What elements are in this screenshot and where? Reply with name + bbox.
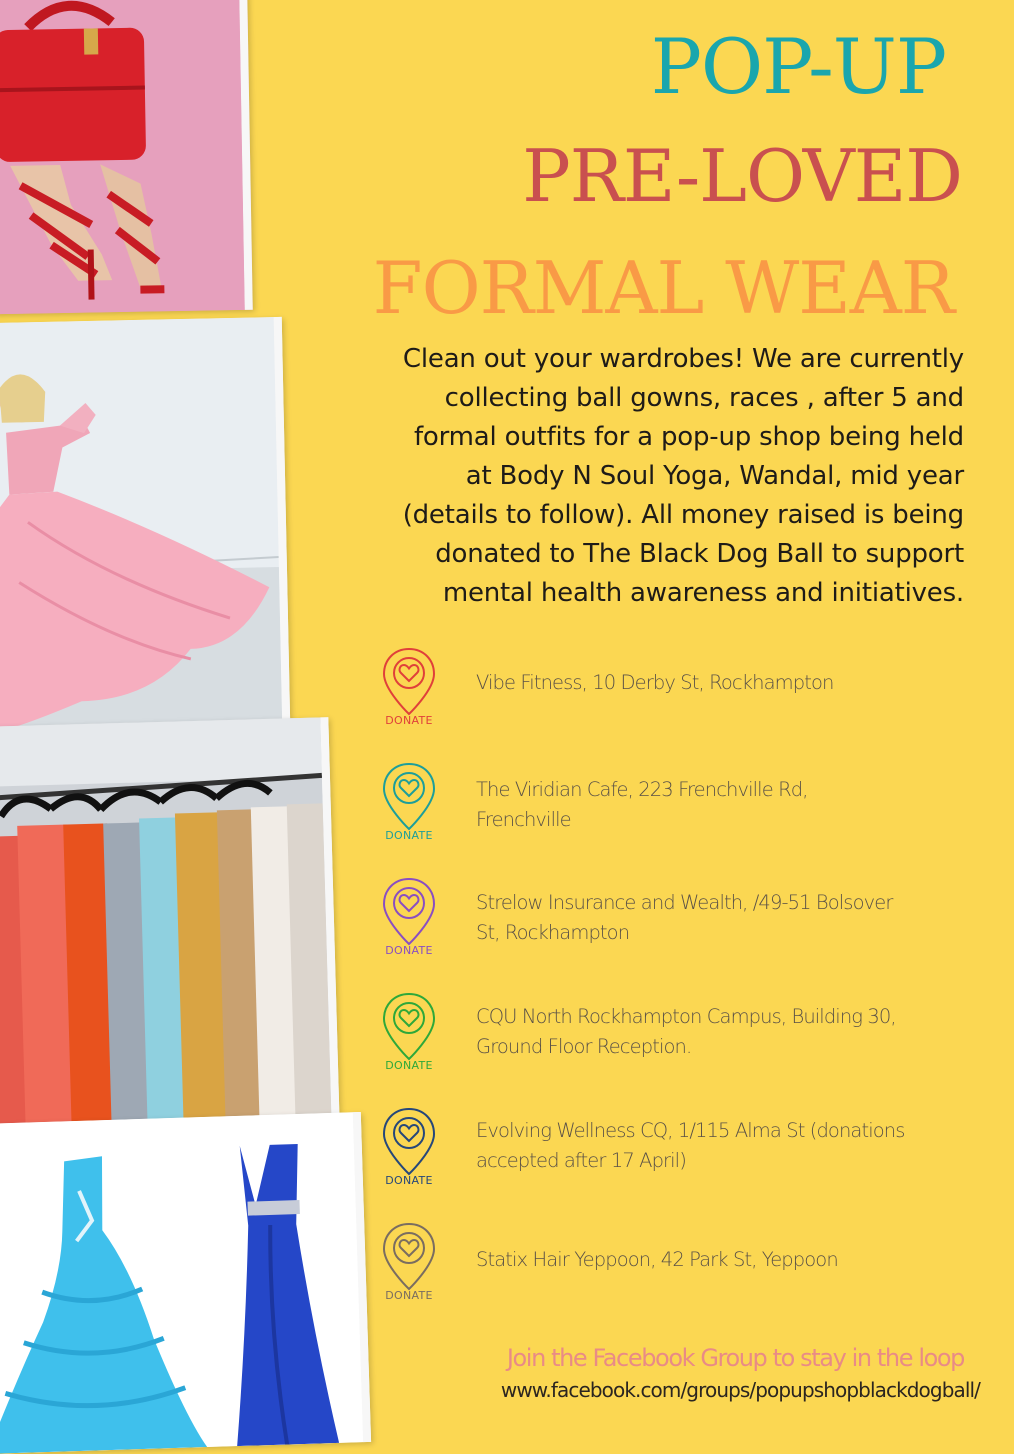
description-text — [324, 340, 964, 613]
donation-location — [380, 1221, 990, 1331]
address-line: Vibe Fitness, 10 Derby St, Rockhampton — [476, 671, 834, 694]
title-line-pop-up: POP-UP — [650, 22, 946, 111]
address-line: Strelow Insurance and Wealth, /49-51 Bolsover — [476, 891, 893, 914]
location-address — [476, 1245, 986, 1275]
address-line: Frenchville — [476, 808, 571, 831]
facebook-group-link[interactable]: www.facebook.com/groups/popupshopblackdogball/ — [500, 1378, 980, 1402]
location-address — [476, 668, 986, 698]
dress-rack-photo — [0, 717, 340, 1131]
donation-location — [380, 646, 990, 756]
description-line: Clean out your wardrobes! We are currently — [402, 344, 964, 374]
title-line-pre-loved: PRE-LOVED — [522, 134, 962, 218]
blue-gowns-photo — [0, 1112, 371, 1454]
donate-label: DONATE — [385, 1289, 433, 1302]
red-handbag-and-heels-photo — [0, 0, 253, 314]
pink-gown-model-photo — [0, 317, 290, 731]
donate-label: DONATE — [385, 714, 433, 727]
donate-label: DONATE — [385, 1059, 433, 1072]
photo-strip — [0, 0, 380, 1434]
description-line: formal outfits for a pop-up shop being held — [413, 422, 964, 452]
facebook-group-callout: Join the Facebook Group to stay in the loop — [506, 1344, 964, 1372]
address-line: Ground Floor Reception. — [476, 1035, 692, 1058]
location-address — [476, 888, 986, 948]
address-line: Evolving Wellness CQ, 1/115 Alma St (donations — [476, 1119, 905, 1142]
location-address — [476, 1116, 986, 1176]
donation-location — [380, 1106, 990, 1216]
donate-label: DONATE — [385, 829, 433, 842]
title-line-formal-wear: FORMAL WEAR — [372, 246, 954, 330]
donation-location — [380, 991, 990, 1101]
description-line: (details to follow). All money raised is being — [402, 500, 964, 530]
description-line: mental health awareness and initiatives. — [442, 578, 964, 608]
address-line: CQU North Rockhampton Campus, Building 30, — [476, 1005, 896, 1028]
donation-location — [380, 761, 990, 871]
location-address — [476, 1002, 986, 1062]
description-line: collecting ball gowns, races , after 5 and — [444, 383, 964, 413]
donate-label: DONATE — [385, 944, 433, 957]
address-line: accepted after 17 April) — [476, 1149, 686, 1172]
donation-location — [380, 876, 990, 986]
address-line: Statix Hair Yeppoon, 42 Park St, Yeppoon — [476, 1248, 838, 1271]
address-line: The Viridian Cafe, 223 Frenchville Rd, — [476, 778, 808, 801]
description-line: at Body N Soul Yoga, Wandal, mid year — [465, 461, 964, 491]
description-line: donated to The Black Dog Ball to support — [435, 539, 964, 569]
address-line: St, Rockhampton — [476, 921, 630, 944]
location-address — [476, 775, 986, 835]
donate-label: DONATE — [385, 1174, 433, 1187]
